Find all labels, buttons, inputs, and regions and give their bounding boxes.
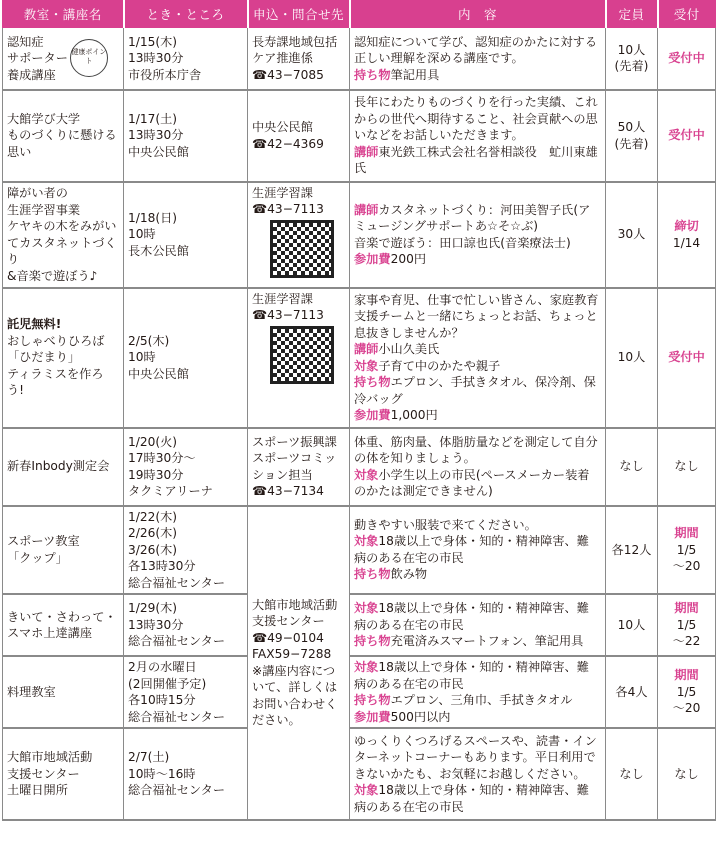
when-where-line: 総合福祉センター <box>128 783 226 798</box>
content-label: 対象 <box>354 534 379 549</box>
content-cell <box>350 656 606 728</box>
status-line: 受付中 <box>668 51 705 65</box>
contact-line: 長寿課地域包括 <box>252 34 338 49</box>
content-text: 音楽で遊ぼう：田口諒也氏(音楽療法士) <box>354 235 571 250</box>
content-text: 動きやすい服装で来てください。 <box>354 517 537 532</box>
course-name-line: &音楽で遊ぼう♪ <box>7 268 98 283</box>
content-cell <box>350 90 606 182</box>
course-name-cell <box>3 90 124 182</box>
course-name-line: 生涯学習事業 <box>7 202 81 217</box>
content-text: 小学生以上の市民(ペースメーカー装着のかたは測定できません) <box>354 467 590 498</box>
contact-line: 生涯学習課 <box>252 185 313 200</box>
content-label: 参加費 <box>354 408 391 422</box>
course-name-cell <box>3 656 124 728</box>
course-name-line: 「クップ」 <box>7 550 68 565</box>
when-where-line: 1/15(木) <box>128 34 178 49</box>
contact-cell <box>248 28 350 90</box>
content-line <box>354 733 601 783</box>
contact-cell <box>248 90 350 182</box>
content-line <box>354 517 601 534</box>
contact-line: ション担当 <box>252 467 313 482</box>
status-line: なし <box>674 766 699 781</box>
status-line: 期間 <box>674 601 699 616</box>
contact-line: ☎43−7134 <box>252 484 324 498</box>
contact-line: 大館市地域活動 <box>252 597 338 612</box>
status-cell <box>658 506 716 595</box>
content-cell <box>350 594 606 656</box>
when-where-line: タクミアリーナ <box>128 484 213 498</box>
content-label: 持ち物 <box>354 375 391 389</box>
header-capacity: 定員 <box>606 1 658 28</box>
course-name-line: きいて・さわって・ <box>7 609 117 624</box>
capacity-cell <box>606 428 658 506</box>
status-line: 〜22 <box>672 634 701 649</box>
capacity-line: 各12人 <box>611 542 652 557</box>
contact-line: ☎43−7085 <box>252 67 324 82</box>
course-name-line: おしゃべりひろば <box>7 333 105 348</box>
status-line: 〜20 <box>672 701 701 716</box>
content-cell <box>350 506 606 595</box>
capacity-cell <box>606 28 658 90</box>
content-text: 200円 <box>390 252 427 266</box>
when-where-cell <box>124 288 248 428</box>
capacity-line: (先着) <box>614 136 649 151</box>
content-text: 家事や育児、仕事で忙しい皆さん、家庭教育支援チームと一緒にちょっとお話、ちょっと息抜きしませんか？ <box>354 292 599 340</box>
capacity-line: 50人 <box>617 120 646 134</box>
contact-line: ☎49−0104 <box>252 630 324 645</box>
when-where-line: (2回開催予定) <box>128 676 207 691</box>
contact-line: 生涯学習課 <box>252 291 313 306</box>
content-label: 参加費 <box>354 252 391 266</box>
content-text: エプロン、三角巾、手拭きタオル <box>390 693 573 707</box>
when-where-line: 長木公民館 <box>128 243 189 258</box>
when-where-line: 17時30分〜 <box>128 451 196 465</box>
status-line: 受付中 <box>668 128 705 143</box>
status-cell <box>658 288 716 428</box>
content-line <box>354 633 601 650</box>
content-text: 1,000円 <box>390 408 438 422</box>
status-cell <box>658 428 716 506</box>
when-where-line: 1/17(土) <box>128 111 178 126</box>
table-row <box>3 656 716 728</box>
content-line <box>354 692 601 709</box>
contact-line: スポーツコミッ <box>252 451 337 465</box>
when-where-line: 2/5(木) <box>128 333 170 348</box>
contact-line: ☎42−4369 <box>252 136 324 151</box>
content-text: 飲み物 <box>390 567 428 582</box>
header-content: 内 容 <box>350 1 606 28</box>
status-cell <box>658 28 716 90</box>
content-line <box>354 34 601 67</box>
course-name-line: スポーツ教室 <box>7 534 80 549</box>
content-line <box>354 235 601 252</box>
course-name-line: 思い <box>7 144 32 159</box>
childcare-note: 託児無料! <box>7 317 62 332</box>
status-cell <box>658 90 716 182</box>
content-label: 対象 <box>354 601 379 616</box>
content-text: 筆記用具 <box>390 67 440 82</box>
contact-line: ※講座内容について、詳しくはお問い合わせください。 <box>252 663 338 728</box>
status-line: 1/5 <box>676 542 697 557</box>
capacity-line: 10人 <box>617 42 646 57</box>
status-line: 期間 <box>674 526 699 540</box>
course-name-line: ケヤキの木をみがい <box>7 219 117 233</box>
content-text: 小山久美氏 <box>378 342 440 356</box>
status-line: 1/5 <box>676 684 697 699</box>
when-where-line: 各10時15分 <box>128 693 196 707</box>
course-name-line: ティラミスを作ろう! <box>7 366 104 398</box>
status-line: 1/14 <box>672 235 701 250</box>
course-name-line: 新春Inbody測定会 <box>7 459 110 474</box>
when-where-line: 3/26(木) <box>128 542 178 557</box>
status-cell <box>658 656 716 728</box>
course-name-cell <box>3 594 124 656</box>
content-line <box>354 533 601 566</box>
shared-contact-cell <box>248 506 350 821</box>
status-line: 1/5 <box>676 617 697 632</box>
when-where-line: 10時 <box>128 350 156 365</box>
when-where-cell <box>124 428 248 506</box>
when-where-line: 1/20(火) <box>128 434 178 449</box>
content-label: 参加費 <box>354 709 391 724</box>
table-row <box>3 728 716 820</box>
when-where-line: 1/22(木) <box>128 509 178 524</box>
content-cell <box>350 428 606 506</box>
content-label: 持ち物 <box>354 693 391 707</box>
when-where-line: 1/29(木) <box>128 601 178 616</box>
content-cell <box>350 728 606 820</box>
course-name-line: 養成講座 <box>7 67 56 82</box>
status-line: 締切 <box>674 219 699 233</box>
content-text: 18歳以上で身体・知的・精神障害、難病のある在宅の市民 <box>354 783 589 814</box>
table-row <box>3 288 716 428</box>
status-line: 期間 <box>674 668 699 683</box>
course-name-line: 大館市地域活動 <box>7 750 93 765</box>
contact-line: 中央公民館 <box>252 120 313 134</box>
header-contact: 申込・問合せ先 <box>248 1 350 28</box>
content-text: ゆっくりくつろげるスペースや、読書・インターネットコーナーもあります。平日利用できないかたも、お気軽にお越しください。 <box>354 733 597 781</box>
content-line <box>354 566 601 583</box>
capacity-cell <box>606 728 658 820</box>
content-line <box>354 341 601 358</box>
when-where-line: 1/18(日) <box>128 210 178 225</box>
course-name-cell <box>3 506 124 595</box>
content-text: 体重、筋肉量、体脂肪量などを測定して自分の体を知りましょう。 <box>354 434 598 465</box>
capacity-cell <box>606 594 658 656</box>
table-row <box>3 90 716 182</box>
content-text: 子育て中のかたや親子 <box>378 358 501 373</box>
content-label: 講師 <box>354 202 379 217</box>
when-where-cell <box>124 506 248 595</box>
health-point-badge: 健康ポイント <box>70 39 108 77</box>
contact-line: スポーツ振興課 <box>252 434 337 449</box>
capacity-line: (先着) <box>614 59 649 74</box>
course-name-cell <box>3 182 124 288</box>
course-name-cell <box>3 288 124 428</box>
when-where-line: 中央公民館 <box>128 366 189 381</box>
status-line: なし <box>674 459 699 474</box>
content-line <box>354 407 601 424</box>
course-name-cell <box>3 28 124 90</box>
when-where-line: 2/26(木) <box>128 526 178 540</box>
when-where-cell <box>124 182 248 288</box>
capacity-line: 各4人 <box>615 684 648 699</box>
capacity-cell <box>606 90 658 182</box>
content-label: 講師 <box>354 144 379 159</box>
capacity-line: なし <box>619 766 644 781</box>
contact-cell <box>248 428 350 506</box>
when-where-line: 2月の水曜日 <box>128 660 197 674</box>
header-when: とき・ところ <box>124 1 248 28</box>
when-where-line: 13時30分 <box>128 617 184 632</box>
when-where-cell <box>124 28 248 90</box>
course-table <box>2 0 716 821</box>
capacity-line: なし <box>619 459 644 474</box>
capacity-line: 30人 <box>617 227 646 242</box>
content-label: 講師 <box>354 342 379 356</box>
course-name-line: 「ひだまり」 <box>7 350 81 365</box>
course-name-line: スマホ上達講座 <box>7 626 93 640</box>
table-row <box>3 594 716 656</box>
content-line <box>354 202 601 235</box>
capacity-line: 10人 <box>617 617 646 632</box>
when-where-cell <box>124 656 248 728</box>
course-name-line: てカスタネットづくり <box>7 235 117 266</box>
header-status: 受付 <box>658 1 716 28</box>
content-line <box>354 600 601 633</box>
content-line <box>354 144 601 177</box>
content-label: 持ち物 <box>354 634 391 649</box>
content-text: 500円以内 <box>390 709 451 724</box>
when-where-line: 市役所本庁舎 <box>128 67 202 82</box>
contact-cell <box>248 182 350 288</box>
when-where-cell <box>124 728 248 820</box>
when-where-line: 総合福祉センター <box>128 575 226 590</box>
course-name-line: 支援センター <box>7 766 80 781</box>
content-text: 18歳以上で身体・知的・精神障害、難病のある在宅の市民 <box>354 601 589 632</box>
contact-line: FAX59−7288 <box>252 647 332 662</box>
contact-line: ☎43−7113 <box>252 202 324 216</box>
table-row <box>3 182 716 288</box>
content-line <box>354 292 601 342</box>
content-line <box>354 467 601 500</box>
course-name-line: 認知症 <box>7 34 44 49</box>
content-line <box>354 659 601 692</box>
content-cell <box>350 28 606 90</box>
when-where-cell <box>124 594 248 656</box>
header-name: 教室・講座名 <box>3 1 124 28</box>
content-text: 18歳以上で身体・知的・精神障害、難病のある在宅の市民 <box>354 660 589 691</box>
content-text: 東光鉄工株式会社名誉相談役 虻川東雄氏 <box>354 144 598 176</box>
table-row <box>3 428 716 506</box>
contact-line: ☎43−7113 <box>252 308 324 322</box>
content-cell <box>350 288 606 428</box>
contact-line: ケア推進係 <box>252 51 313 65</box>
when-where-line: 10時〜16時 <box>128 766 196 781</box>
content-text: 18歳以上で身体・知的・精神障害、難病のある在宅の市民 <box>354 534 589 565</box>
content-line <box>354 94 601 144</box>
content-line <box>354 251 601 268</box>
contact-line: 支援センター <box>252 614 325 629</box>
content-text: エプロン、手拭きタオル、保冷剤、保冷バッグ <box>354 375 596 406</box>
when-where-line: 13時30分 <box>128 128 184 143</box>
capacity-line: 10人 <box>617 350 646 365</box>
when-where-line: 19時30分 <box>128 467 184 482</box>
when-where-line: 総合福祉センター <box>128 634 226 649</box>
content-line <box>354 67 601 84</box>
content-label: 対象 <box>354 358 379 373</box>
status-line: 受付中 <box>668 350 705 365</box>
qr-code-icon[interactable] <box>270 326 334 384</box>
content-text: 認知症について学び、認知症のかたに対する正しい理解を深める講座です。 <box>354 34 598 65</box>
content-label: 持ち物 <box>354 567 391 582</box>
content-text: カスタネットづくり：河田美智子氏(アミュージングサポートあ☆そ☆ぶ) <box>354 202 591 233</box>
course-name-line: 障がい者の <box>7 186 68 200</box>
qr-code-icon[interactable] <box>270 220 334 278</box>
capacity-cell <box>606 182 658 288</box>
content-label: 持ち物 <box>354 67 391 82</box>
course-name-cell <box>3 728 124 820</box>
status-cell <box>658 728 716 820</box>
course-name-line: ものづくりに懸ける <box>7 128 117 143</box>
course-name-line: サポーター <box>7 51 68 65</box>
content-line <box>354 434 601 467</box>
contact-cell <box>248 288 350 428</box>
when-where-line: 13時30分 <box>128 51 184 65</box>
content-label: 対象 <box>354 467 379 482</box>
content-cell <box>350 182 606 288</box>
table-header <box>3 1 716 28</box>
when-where-line: 2/7(土) <box>128 750 170 765</box>
capacity-cell <box>606 506 658 595</box>
capacity-cell <box>606 656 658 728</box>
table-row <box>3 28 716 90</box>
content-line <box>354 782 601 815</box>
course-name-line: 大館学び大学 <box>7 111 81 126</box>
status-line: 〜20 <box>672 559 701 573</box>
when-where-line: 10時 <box>128 227 156 242</box>
content-text: 充電済みスマートフォン、筆記用具 <box>390 634 584 649</box>
when-where-cell <box>124 90 248 182</box>
content-line <box>354 358 601 375</box>
course-name-cell <box>3 428 124 506</box>
status-cell <box>658 594 716 656</box>
course-name-line: 料理教室 <box>7 684 56 699</box>
content-label: 対象 <box>354 660 379 674</box>
course-name-line: 土曜日開所 <box>7 783 68 798</box>
capacity-cell <box>606 288 658 428</box>
when-where-line: 各13時30分 <box>128 559 196 573</box>
when-where-line: 中央公民館 <box>128 144 189 159</box>
when-where-line: 総合福祉センター <box>128 709 226 724</box>
content-line <box>354 374 601 407</box>
status-cell <box>658 182 716 288</box>
content-label: 対象 <box>354 783 379 798</box>
content-line <box>354 709 601 726</box>
table-row <box>3 506 716 595</box>
content-text: 長年にわたりものづくりを行った実績、これからの世代へ期待すること、社会貢献への思いなどをお話しいただきます。 <box>354 95 598 143</box>
